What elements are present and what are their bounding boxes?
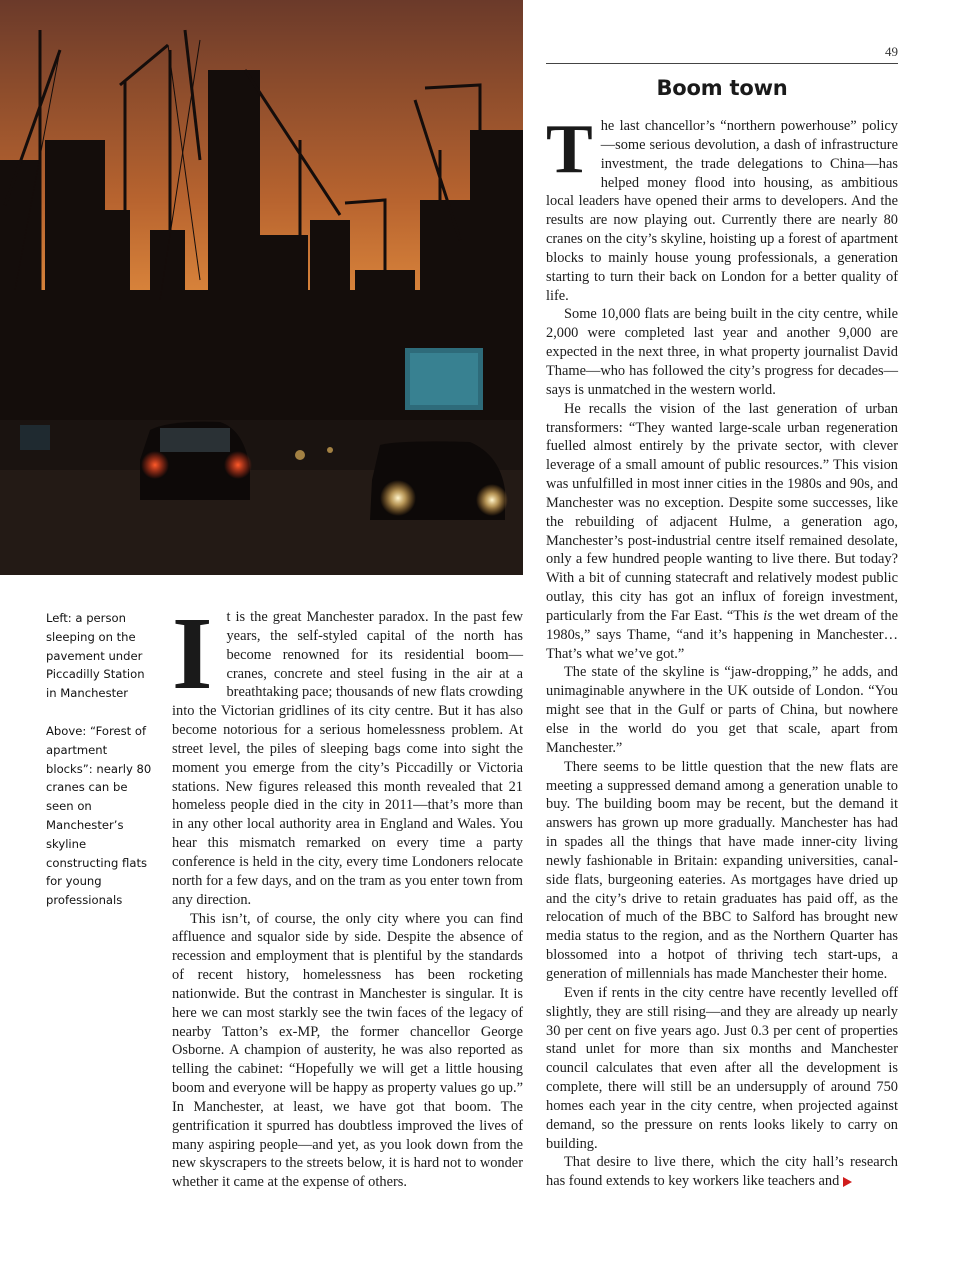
paragraph: The last chancellor’s “northern powerhouse” policy—some serious devolution, a dash of infrastructure investment, the trade delegations to China—has helped money flood into housing, as ambitious local leaders have opened their arms to developers. And the results are now playing out. Currently there are nearly 80 cranes on the city’s skyline, hoisting up a forest of apartment blocks to mainly house young professionals, a generation starting to turn their back on London for a better quality of life. xyxy=(546,111,898,304)
continue-arrow-icon xyxy=(843,1177,852,1187)
header-rule xyxy=(546,63,898,64)
article-column-left xyxy=(172,596,524,1192)
paragraph: The state of the skyline is “jaw-dropping,” he adds, and unimaginable anywhere in the UK outside of London. “You might see that in the Gulf or parts of China, but nowhere else in the world do you get that scale, apart from Manchester.” xyxy=(546,664,898,756)
paragraph: He recalls the vision of the last generation of urban transformers: “They wanted large-scale urban regeneration fuelled almost entirely by the private sector, with clever leverage of a small amount of public resources.” This vision was unfulfilled in most inner cities in the 1980s and 90s, and Manchester was no exception. Despite some successes, like the rebuilding of adjacent Hulme, a generation ago, Manchester’s post-industrial centre itself remained desolate, only a few hundred people wanting to live there. But today? With a bit of cunning statecraft and relatively modest public outlay, this city has got an influx of foreign investment, particularly from the Far East. “This is the wet dream of the 1980s,” says Thame, “and it’s happening in Manchester… That’s what we’ve got.” xyxy=(546,400,898,662)
paragraph: This isn’t, of course, the only city where you can find affluence and squalor side by side. Despite the absence of recession and employment that is plentiful by the standards of recent history, homelessness has been rocketing nationwide. But the contrast in Manchester is singular. It is here we can most starkly see the twin faces of the legacy of nearby Tatton’s ex-MP, the former chancellor George Osborne. A champion of austerity, he was also reported as telling the cabinet: “Hopefully we will get a little housing boom and everyone will be happy as property values go up.” In Manchester, at least, we have got that boom. The gentrification it spurred has doubtless improved the lives of many aspiring people—and yet, as you look down from the new skyscrapers to the streets below, it is hard not to wonder whether it came at the expense of others. xyxy=(172,910,523,1191)
skyline-photo-illustration xyxy=(0,0,523,575)
paragraph: It is the great Manchester paradox. In the past few years, the self-styled capital of the north has become renowned for its residential boom—cranes, concrete and steel fusing in the air at a breathtaking pace; thousands of new flats crowding into the Victorian gridlines of its city centre. But it has also become notorious for a serious homelessness problem. At street level, the piles of sleeping bags come into sight the moment you emerge from the city’s Piccadilly or Victoria stations. New figures released this month revealed that 21 homeless people died in the city in 2011—that’s more than in any other local authority area in England and Wales. You hear this mismatch remarked on every time a party conference is held in the city, every time Londoners relocate north for a few days, and on the tram as you enter town from any direction. xyxy=(172,596,524,908)
paragraph: Some 10,000 flats are being built in the city centre, while 2,000 were completed last year and another 9,000 are expected in the next three, in what property journalist David Thame—who has followed the city’s progress for decades—says is unmatched in the western world. xyxy=(546,306,898,398)
paragraph: That desire to live there, which the city hall’s research has found extends to key workers like teachers and xyxy=(546,1154,898,1190)
article-headline: Boom town xyxy=(656,76,788,100)
caption-above: Above: “Forest of apartment blocks”: nearly 80 cranes can be seen on Manchester’s skyline constructing flats for young professionals xyxy=(46,724,152,908)
drop-cap: I xyxy=(172,596,213,711)
paragraph: Even if rents in the city centre have recently levelled off slightly, they are still rising—and they are already up nearly 30 per cent on five years ago. Just 0.3 per cent of properties stand unlet for more than six months and Manchester council calculates that even after all the development is complete, there will still be an undersupply of around 750 homes each year in the city centre, when projected against demand, so the pressure on rents looks likely to carry on building. xyxy=(546,984,898,1152)
paragraph: There seems to be little question that the new flats are meeting a suppressed demand among a generation unable to buy. The building boom may be recent, but the demand it answers has grown up more gradually. Manchester has had in spades all the things that have made inner-city living newly fashionable in Britain: expanding universities, canal-side flats, burgeoning eateries. As mortgages have dried up and the city’s drive to retain graduates has paid off, as the relocation of much of the BBC to Salford has brought new media status to the region, and as the Northern Quarter has blossomed into a hotpot of thriving tech start-ups, a generation of millennials has made Manchester their home. xyxy=(546,758,898,982)
skyline-photo xyxy=(0,0,523,575)
page-number: 49 xyxy=(885,44,898,59)
article-column-right xyxy=(546,111,898,1191)
caption-left: Left: a person sleeping on the pavement under Piccadilly Station in Manchester xyxy=(46,611,145,701)
drop-cap: T xyxy=(546,111,593,188)
